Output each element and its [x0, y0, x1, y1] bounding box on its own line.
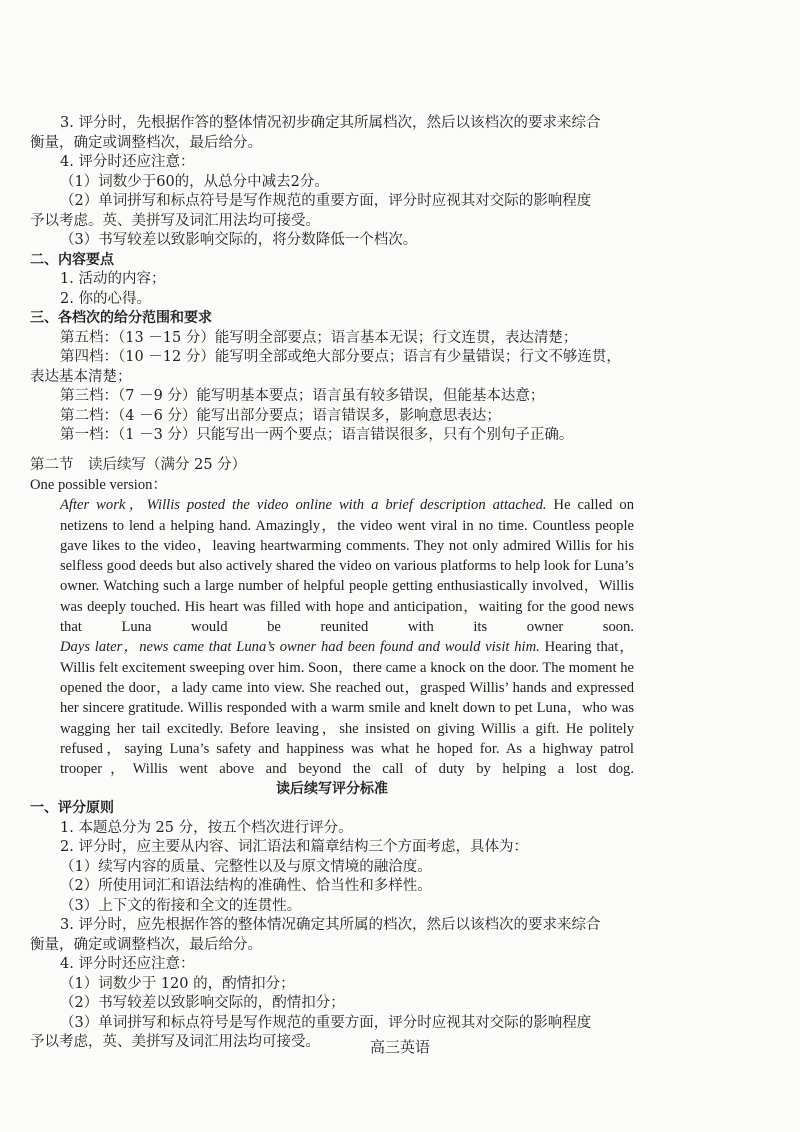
- text-line: （1）续写内容的质量、完整性以及与原文情境的融洽度。: [60, 858, 432, 875]
- content-points: [30, 251, 634, 310]
- paragraph-opening: Days later，news came that Luna’s owner had been found and would visit him.: [60, 639, 540, 656]
- scoring-notes: [30, 114, 634, 251]
- text-line: （2）单词拼写和标点符号是写作规范的重要方面，评分时应视其对交际的影响程度: [60, 193, 592, 209]
- text-line: （3）书写较差以致影响交际的，将分数降低一个档次。: [60, 232, 418, 248]
- list-item: 2. 你的心得。: [60, 290, 151, 307]
- text-line: 予以考虑，英、美拼写及词汇用法均可接受。: [30, 1034, 320, 1051]
- text-line: 表达基本清楚；: [30, 368, 132, 385]
- page-footer: 高三英语: [369, 1038, 430, 1056]
- text-line: （3）上下文的衔接和全文的连贯性。: [60, 897, 302, 914]
- text-line: 2. 评分时，应主要从内容、词汇语法和篇章结构三个方面考虑，具体为：: [60, 839, 528, 856]
- section-heading: 二、内容要点: [30, 251, 114, 268]
- text-line: 衡量，确定或调整档次，最后给分。: [30, 134, 262, 151]
- text-line: 3. 评分时，应先根据作答的整体情况确定其所属的档次，然后以该档次的要求来综合: [60, 917, 601, 934]
- text-line: （2）所使用词汇和语法结构的准确性、恰当性和多样性。: [60, 878, 432, 895]
- spacer: [30, 446, 634, 456]
- sample-paragraph-2: [30, 637, 634, 779]
- version-label: One possible version：: [30, 477, 168, 493]
- rubric: [30, 779, 634, 1053]
- text-line: 1. 本题总分为 25 分，按五个档次进行评分。: [60, 819, 353, 836]
- continuation-writing: [30, 456, 634, 780]
- text-line: 4. 评分时还应注意：: [60, 956, 195, 973]
- section-heading: 三、各档次的给分范围和要求: [30, 310, 212, 326]
- rubric-title: 读后续写评分标准: [276, 781, 388, 798]
- text-line: 4. 评分时还应注意：: [60, 154, 195, 170]
- paragraph-body: He called on netizens to lend a helping hand. Amazingly，the video went viral in no time. Countless people gave likes to the video，leaving heartwarming comments. They not only admired Willis for his selfless good deeds but also actively shared the video on various platforms to help look for Luna’s owner. Watching such a large number of helpful people getting enthusiastically involved，Willis was deeply touched. His heart was filled with hope and anticipation，waiting for the good news that Luna would be reunited with its owner soon.: [60, 497, 634, 636]
- text-line: 第五档：（13 －15 分）能写明全部要点；语言基本无误；行文连贯，表达清楚；: [60, 329, 578, 346]
- text-line: 第三档：（7 －9 分）能写明基本要点；语言虽有较多错误，但能基本达意；: [60, 388, 545, 404]
- text-line: 3. 评分时，先根据作答的整体情况初步确定其所属档次，然后以该档次的要求来综合: [60, 115, 601, 131]
- text-line: 第四档：（10 －12 分）能写明全部或绝大部分要点；语言有少量错误；行文不够连贯，: [60, 349, 621, 365]
- paragraph-body: Hearing that，Willis felt excitement sweeping over him. Soon，there came a knock on the door. The moment he opened the door，a lady came into view. She reached out，grasped Willis’ hands and expressed her sincere gratitude. Willis responded with a warm smile and knelt down to pet Luna，who was wagging her tail excitedly. Before leaving，she insisted on giving Willis a gift. He politely refused，saying Luna’s safety and happiness was what he hoped for. As a highway patrol trooper，Willis went above and beyond the call of duty by helping a lost dog.: [60, 639, 635, 778]
- text-line: （1）词数少于60的，从总分中减去2分。: [60, 173, 329, 190]
- section-heading: 一、评分原则: [30, 800, 114, 817]
- paragraph-opening: After work，Willis posted the video online with a brief description attached.: [60, 497, 547, 514]
- text-line: （3）单词拼写和标点符号是写作规范的重要方面，评分时应视其对交际的影响程度: [60, 1014, 592, 1031]
- text-line: 第一档：（1 －3 分）只能写出一两个要点；语言错误很多，只有个别句子正确。: [60, 427, 574, 443]
- text-line: 予以考虑。英、美拼写及词汇用法均可接受。: [30, 212, 320, 229]
- text-line: （2）书写较差以致影响交际的，酌情扣分；: [60, 995, 345, 1012]
- section-title: 第二节 读后续写（满分 25 分）: [30, 456, 247, 473]
- text-line: （1）词数少于 120 的，酌情扣分；: [60, 975, 295, 992]
- grade-levels: [30, 309, 634, 446]
- list-item: 1. 活动的内容；: [60, 271, 166, 287]
- text-line: 第二档：（4 －6 分）能写出部分要点；语言错误多，影响意思表达；: [60, 407, 501, 424]
- text-line: 衡量，确定或调整档次，最后给分。: [30, 936, 262, 953]
- sample-paragraph-1: [30, 495, 634, 637]
